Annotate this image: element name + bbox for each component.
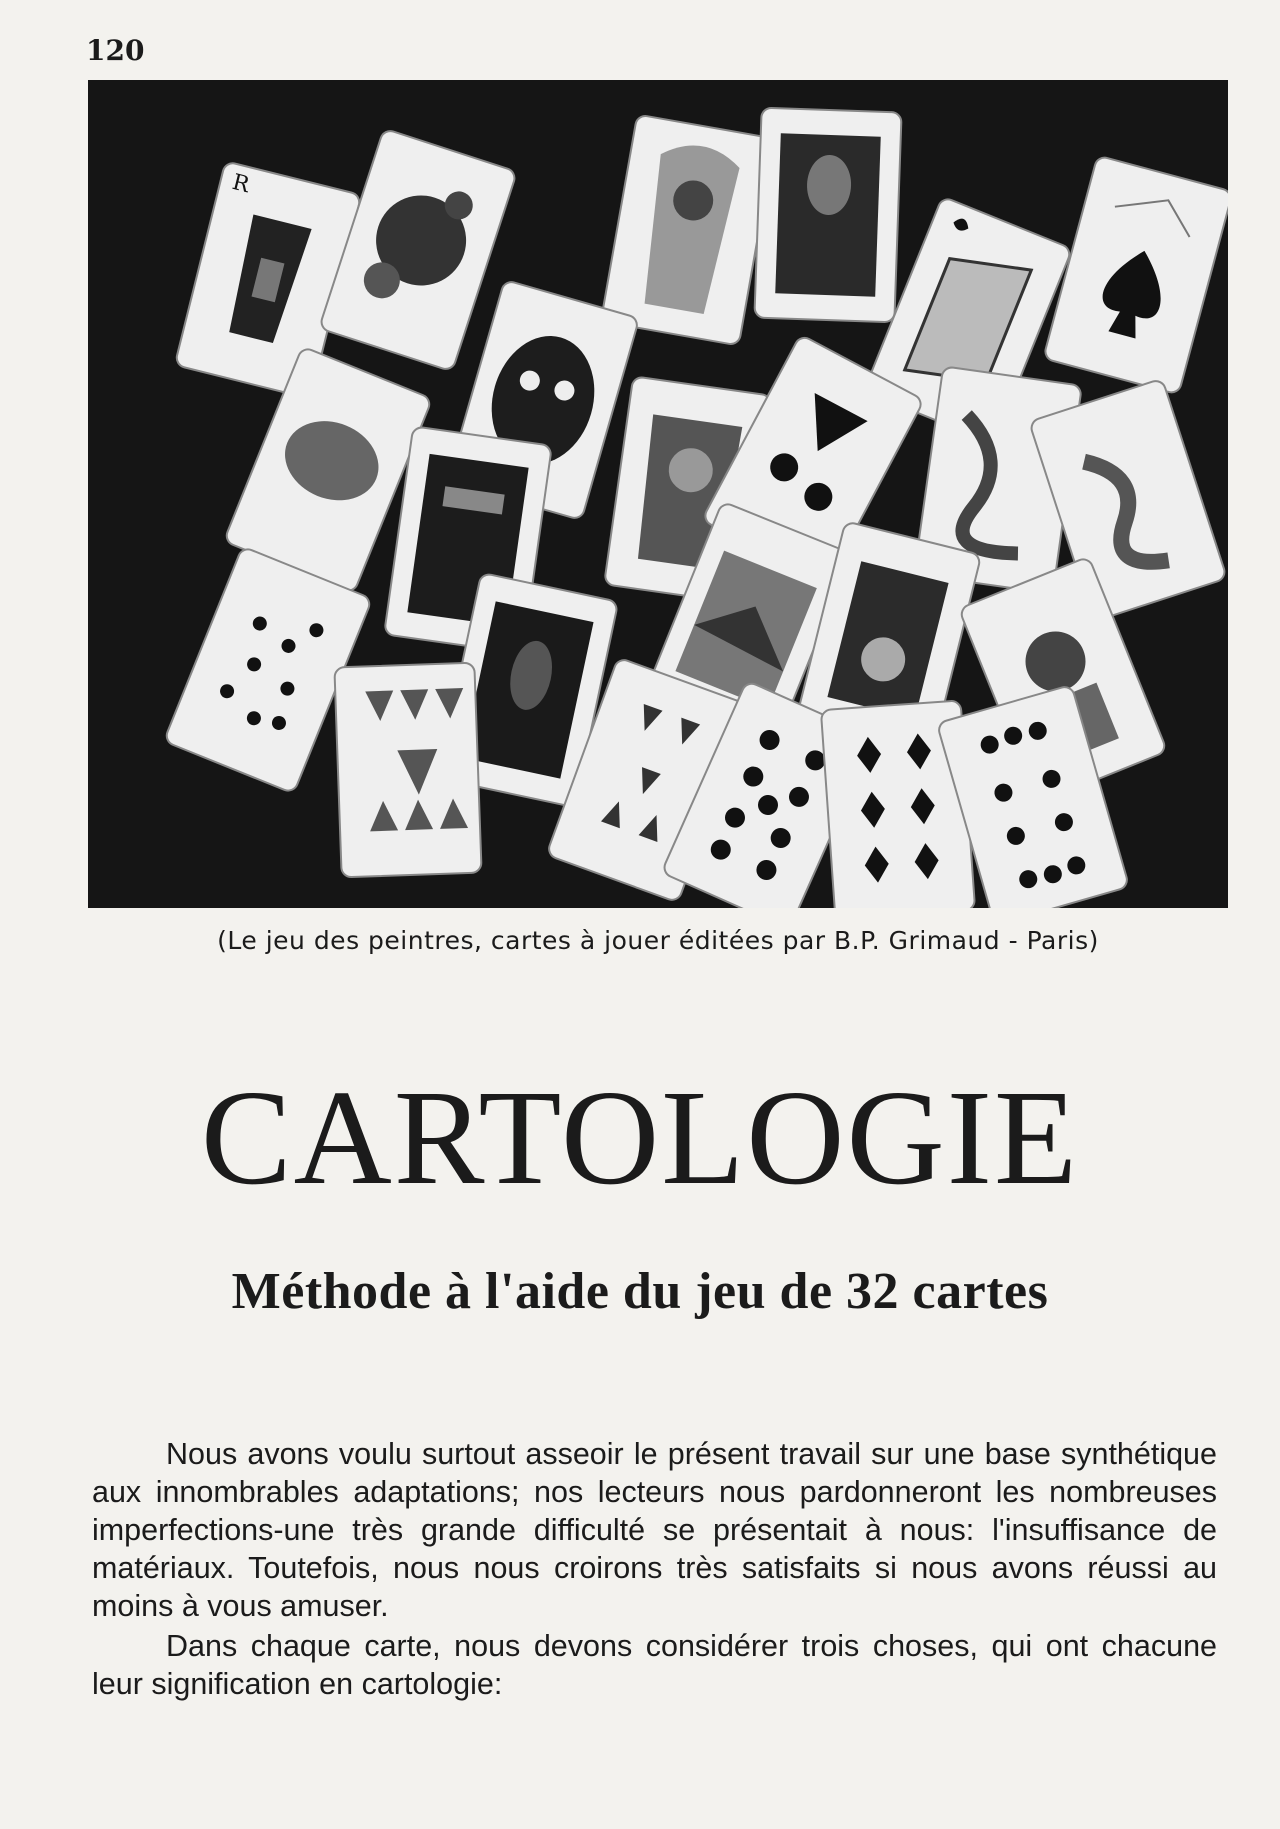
playing-cards-illustration (88, 80, 1228, 908)
figure-caption: (Le jeu des peintres, cartes à jouer éditées par B.P. Grimaud - Paris) (217, 926, 1099, 955)
playing-cards-photo (88, 80, 1228, 908)
paragraph: Dans chaque carte, nous devons considérer trois choses, qui ont chacune leur signification en cartologie: (92, 1629, 1217, 1701)
article-title: CARTOLOGIE (200, 1063, 1080, 1213)
svg-text:R: R (229, 169, 252, 199)
card-hearts (334, 663, 481, 878)
page-number: 120 (86, 34, 145, 67)
card-portrait (754, 108, 901, 323)
article-subtitle: Méthode à l'aide du jeu de 32 cartes (231, 1263, 1049, 1320)
article-body (92, 1435, 1217, 1703)
paragraph: Nous avons voulu surtout asseoir le présent travail sur une base synthétique aux innombrables adaptations; nos lecteurs nous pardonneront les nombreuses imperfections-une très grande difficulté se présentait à nous: l'insuffisance de matériaux. Toutefois, nous nous croirons très satisfaits si nous avons réussi au moins à vous amuser. (92, 1437, 1217, 1623)
